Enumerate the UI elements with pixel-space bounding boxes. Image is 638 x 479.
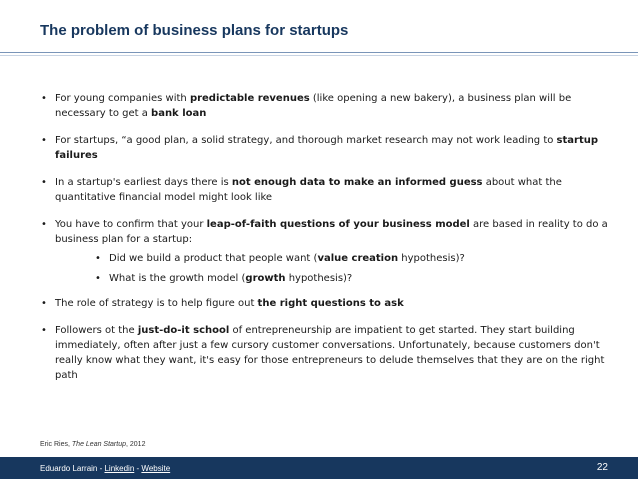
website-link[interactable]: Website (141, 464, 171, 473)
bullet-text (55, 217, 608, 247)
text: The role of strategy is to help figure out (55, 298, 258, 309)
footer-credits (40, 464, 170, 473)
bold-text: leap-of-faith questions of your business model (206, 219, 470, 230)
linkedin-link[interactable]: Linkedin (104, 464, 135, 473)
bullet-text (55, 175, 608, 205)
text: (like opening a new bakery), a business plan will be necessary to get a (55, 93, 572, 119)
text: hypothesis)? (398, 253, 465, 264)
text: Followers ot the (55, 325, 138, 336)
bullet-item (38, 323, 608, 383)
sub-bullet-item (55, 271, 608, 286)
bold-text: bank loan (151, 108, 207, 119)
text: are based in reality to do a business plan for a startup: (55, 219, 608, 245)
text: of entrepreneurship are impatient to get started. They start building immediately, often after just a few cursory customer conversations. Unfortunately, because customers don't really know what they want, it's easy for those entrepreneurs to delude themselves that they are on the right path (55, 325, 605, 381)
page-number: 22 (596, 462, 608, 473)
bold-text: growth (245, 273, 286, 284)
footer-separator: - (134, 464, 142, 473)
footer-bar (0, 457, 638, 479)
text: You have to confirm that your (55, 219, 207, 230)
bullet-item (38, 91, 608, 121)
slide-title: The problem of business plans for startups (40, 22, 349, 39)
bullet-text (55, 91, 608, 121)
bullet-item (38, 175, 608, 205)
bullet-text (55, 296, 608, 311)
bold-text: value creation (317, 253, 399, 264)
bold-text: the right questions to ask (257, 298, 404, 309)
text: hypothesis)? (285, 273, 353, 284)
bold-text: startup failures (55, 135, 599, 161)
bullet-item (38, 133, 608, 163)
footer-author: Eduardo Larrain - (40, 464, 105, 473)
citation-year: , 2012 (126, 441, 146, 448)
citation-author: Eric Ries, (40, 441, 72, 448)
citation (40, 441, 145, 448)
bullet-text (55, 323, 608, 383)
text: about what the quantitative financial model might look like (55, 177, 562, 203)
text: What is the growth model ( (109, 273, 246, 284)
sub-bullet-list (55, 251, 608, 286)
text: For young companies with (55, 93, 190, 104)
text: Did we build a product that people want ( (109, 253, 318, 264)
bold-text: just-do-it school (137, 325, 230, 336)
bullet-list (38, 91, 608, 395)
title-divider (0, 52, 638, 53)
bold-text: not enough data to make an informed guess (231, 177, 483, 188)
text: In a startup's earliest days there is (55, 177, 232, 188)
bullet-item (38, 296, 608, 311)
text: For startups, “a good plan, a solid strategy, and thorough market research may not work leading to (55, 135, 557, 146)
bold-text: predictable revenues (189, 93, 310, 104)
bullet-text (55, 133, 608, 163)
title-divider-secondary (0, 55, 638, 56)
citation-book: The Lean Startup (71, 441, 126, 448)
sub-bullet-item (55, 251, 608, 266)
bullet-item (38, 217, 608, 286)
